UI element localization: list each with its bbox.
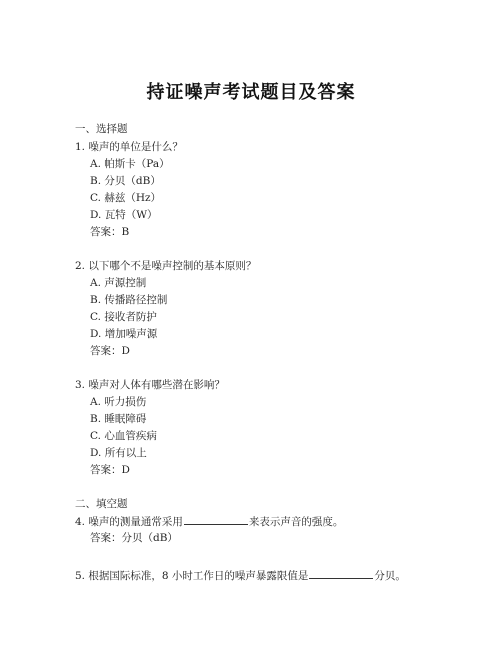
question-1-stem: 1. 噪声的单位是什么？ (75, 141, 183, 153)
question-2-option-b: B. 传播路径控制 (90, 294, 168, 306)
question-1-option-c: C. 赫兹（Hz） (90, 192, 162, 204)
question-1-answer: 答案：B (90, 226, 130, 238)
section-heading-choice: 一、选择题 (75, 123, 128, 135)
question-4-answer: 答案：分贝（dB） (90, 532, 178, 544)
question-2-stem: 2. 以下哪个不是噪声控制的基本原则？ (75, 260, 257, 272)
question-2-option-a: A. 声源控制 (90, 277, 147, 289)
question-3-option-d: D. 所有以上 (90, 447, 147, 459)
question-2-option-d: D. 增加噪声源 (90, 328, 158, 340)
question-4-stem (75, 514, 343, 529)
question-2-answer: 答案：D (90, 345, 130, 357)
question-3-option-a: A. 听力损伤 (90, 396, 147, 408)
question-1-option-d: D. 瓦特（W） (90, 209, 158, 221)
section-heading-fill-in: 二、填空题 (75, 498, 128, 510)
question-3-answer: 答案：D (90, 464, 130, 476)
question-4-text-after: 来表示声音的强度。 (248, 516, 344, 528)
question-5-text-before: 5. 根据国际标准，8 小时工作日的噪声暴露限值是 (75, 570, 309, 582)
question-3-stem: 3. 噪声对人体有哪些潜在影响？ (75, 379, 225, 391)
question-5-text-after: 分贝。 (374, 570, 406, 582)
question-5-blank (309, 568, 373, 579)
document-title: 持证噪声考试题目及答案 (146, 82, 356, 103)
question-5-stem (75, 568, 406, 583)
question-3-option-b: B. 睡眠障碍 (90, 413, 147, 425)
question-1-option-b: B. 分贝（dB） (90, 175, 161, 187)
question-2-option-c: C. 接收者防护 (90, 311, 157, 323)
question-1-option-a: A. 帕斯卡（Pa） (90, 158, 170, 170)
question-3-option-c: C. 心血管疾病 (90, 430, 157, 442)
question-4-blank (184, 514, 248, 525)
question-4-text-before: 4. 噪声的测量通常采用 (75, 516, 183, 528)
